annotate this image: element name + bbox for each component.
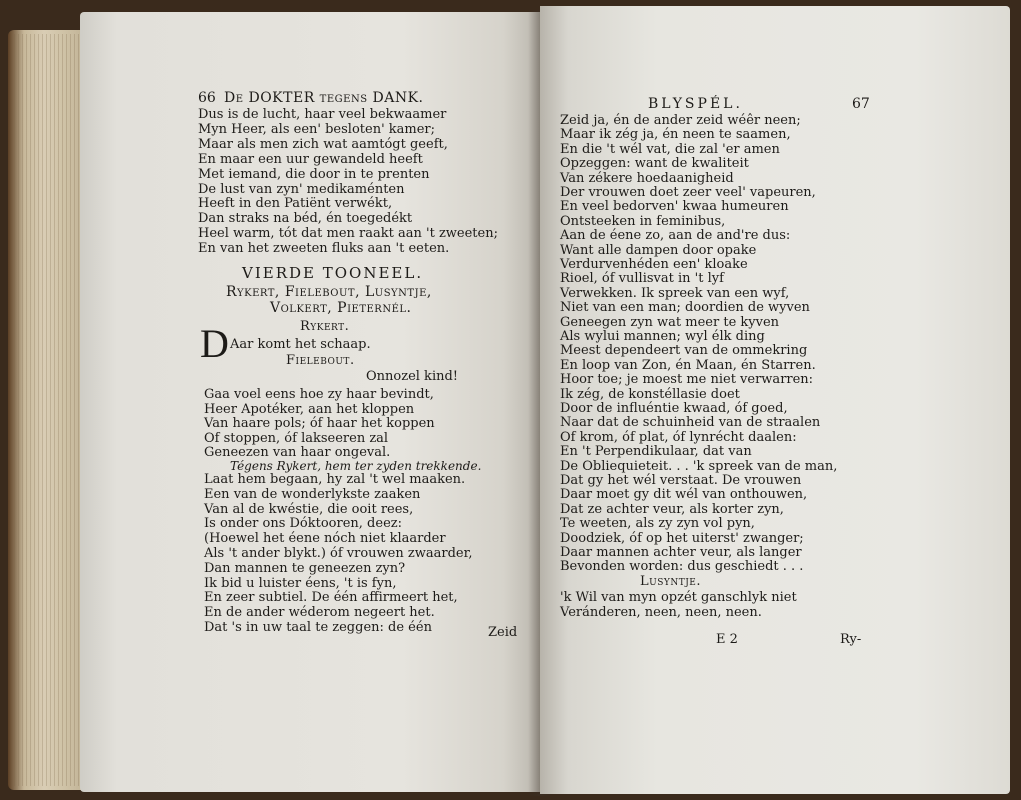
speaker-lusyntje: Lusyntje. — [640, 574, 702, 589]
verse-line: En zeer subtiel. De één affirmeert het, — [204, 590, 458, 606]
verse-line: En die 't wél vat, die zal 'er amen — [560, 141, 780, 157]
speaker-fielebout: Fielebout. — [286, 353, 355, 368]
verse-line: Zeid ja, én de ander zeid wéêr neen; — [560, 113, 801, 128]
verse-line: Dan mannen te geneezen zyn? — [204, 560, 406, 576]
verse-line: Van zékere hoedaanigheid — [560, 170, 734, 186]
left-page — [80, 12, 540, 792]
verse-line: Geneegen zyn wat meer te kyven — [560, 314, 780, 330]
verse-line: 'k Wil van myn opzét ganschlyk niet — [560, 590, 797, 605]
page-edge-lines — [14, 34, 84, 786]
verse-line: En loop van Zon, én Maan, én Starren. — [560, 357, 816, 373]
verse-line: Hoor toe; je moest me niet verwarren: — [560, 372, 814, 388]
verse-line: Daar moet gy dit wél van onthouwen, — [560, 487, 808, 503]
verse-line: Rioel, óf vullisvat in 't lyf — [560, 271, 724, 287]
cast-line-1: Rykert, Fielebout, Lusyntje, — [226, 284, 432, 300]
verse-line: Geneezen van haar ongeval. — [204, 445, 391, 461]
verse-line: Met iemand, die door in te prenten — [198, 166, 430, 182]
verse-line: Ik bid u luister éens, 't is fyn, — [204, 575, 397, 591]
verse-line: Naar dat de schuinheid van de straalen — [560, 415, 821, 431]
verse-line: Daar mannen achter veur, als langer — [560, 545, 802, 560]
verse-line: Verwekken. Ik spreek van een wyf, — [560, 285, 790, 301]
verse-line: Ik zég, de konstéllasie doet — [560, 386, 740, 402]
verse-line: Heer Apotéker, aan het kloppen — [204, 401, 415, 417]
verse-line: En de ander wéderom negeert het. — [204, 605, 435, 621]
verse-line: Niet van een man; doordien de wyven — [560, 300, 810, 316]
verse-line: Dus is de lucht, haar veel bekwaamer — [198, 107, 447, 122]
verse-line: En maar een uur gewandeld heeft — [198, 151, 423, 167]
verse-line: Een van de wonderlykste zaaken — [204, 486, 421, 502]
cast-line-2: Volkert, Pieternél. — [270, 300, 412, 316]
verse-line: En 't Perpendikulaar, dat van — [560, 444, 752, 460]
verse-line: Dat gy het wél verstaat. De vrouwen — [560, 473, 802, 488]
verse-line: De lust van zyn' medikaménten — [198, 181, 405, 197]
verse-line: Gaa voel eens hoe zy haar bevindt, — [204, 387, 434, 402]
verse-line: Maar als men zich wat aamtógt geeft, — [198, 136, 448, 152]
stage-direction: Tégens Rykert, hem ter zyden trekkende. — [230, 459, 482, 473]
verse-line: Laat hem begaan, hy zal 't wel maaken. — [204, 472, 466, 487]
speech-line: Onnozel kind! — [366, 369, 459, 384]
verse-line: Of stoppen, óf lakseeren zal — [204, 430, 389, 446]
verse-line: Verdurvenhéden een' kloake — [560, 257, 748, 272]
speech-line: Aar komt het schaap. — [230, 337, 371, 352]
speaker-rykert: Rykert. — [300, 319, 350, 334]
verse-line: Meest dependeert van de ommekring — [560, 343, 808, 359]
verse-line: Doodziek, óf op het uiterst' zwanger; — [560, 530, 804, 546]
right-page-number: 67 — [852, 96, 870, 112]
verse-line: Of krom, óf plat, óf lynrécht daalen: — [560, 429, 797, 445]
verse-line: Bevonden worden: dus geschiedt . . . — [560, 559, 804, 575]
right-catchword: Ry- — [840, 632, 862, 647]
scene-title: VIERDE TOONEEL. — [242, 264, 424, 282]
signature-mark: E 2 — [716, 632, 738, 647]
verse-line: Want alle dampen door opake — [560, 242, 757, 258]
verse-line: Dan straks na béd, én toegedékt — [198, 211, 413, 227]
left-page-number: 66 — [198, 90, 216, 106]
verse-line: De Obliequieteit. . . 'k spreek van de man, — [560, 458, 838, 474]
verse-line: Maar ik zég ja, én neen te saamen, — [560, 127, 791, 143]
verse-line: Myn Heer, als een' besloten' kamer; — [198, 121, 436, 137]
verse-line: Van haare pols; óf haar het koppen — [204, 416, 435, 432]
verse-line: En van het zweeten fluks aan 't eeten. — [198, 241, 450, 257]
verse-line: Door de influéntie kwaad, óf goed, — [560, 401, 788, 416]
verse-line: (Hoewel het éene nóch niet klaarder — [204, 531, 446, 547]
verse-line: Opzeggen: want de kwaliteit — [560, 156, 749, 172]
verse-line: Aan de éene zo, aan de and're dus: — [560, 228, 791, 244]
left-catchword: Zeid — [488, 625, 518, 640]
verse-line: Heeft in den Patiënt verwékt, — [198, 196, 393, 212]
verse-line: Als 't ander blykt.) óf vrouwen zwaarder, — [204, 546, 473, 561]
left-running-head: De DOKTER tegens DANK. — [224, 90, 424, 106]
verse-line: Ontsteeken in feminibus, — [560, 213, 726, 229]
verse-line: Heel warm, tót dat men raakt aan 't zweeten; — [198, 226, 498, 242]
verse-line: Dat ze achter veur, als korter zyn, — [560, 501, 784, 517]
right-page — [540, 6, 1010, 794]
right-running-head: BLYSPÉL. — [648, 96, 743, 112]
verse-line: Te weeten, als zy zyn vol pyn, — [560, 516, 755, 532]
verse-line: Als wylui mannen; wyl élk ding — [560, 329, 765, 344]
drop-cap: D — [200, 321, 229, 366]
verse-line: Is onder ons Dóktooren, deez: — [204, 516, 402, 532]
verse-line: En veel bedorven' kwaa humeuren — [560, 199, 789, 215]
verse-line: Der vrouwen doet zeer veel' vapeuren, — [560, 185, 816, 200]
verse-line: Dat 's in uw taal te zeggen: de één — [204, 620, 432, 635]
verse-line: Van al de kwéstie, die ooit rees, — [204, 501, 414, 517]
verse-line: Veránderen, neen, neen, neen. — [560, 604, 762, 620]
